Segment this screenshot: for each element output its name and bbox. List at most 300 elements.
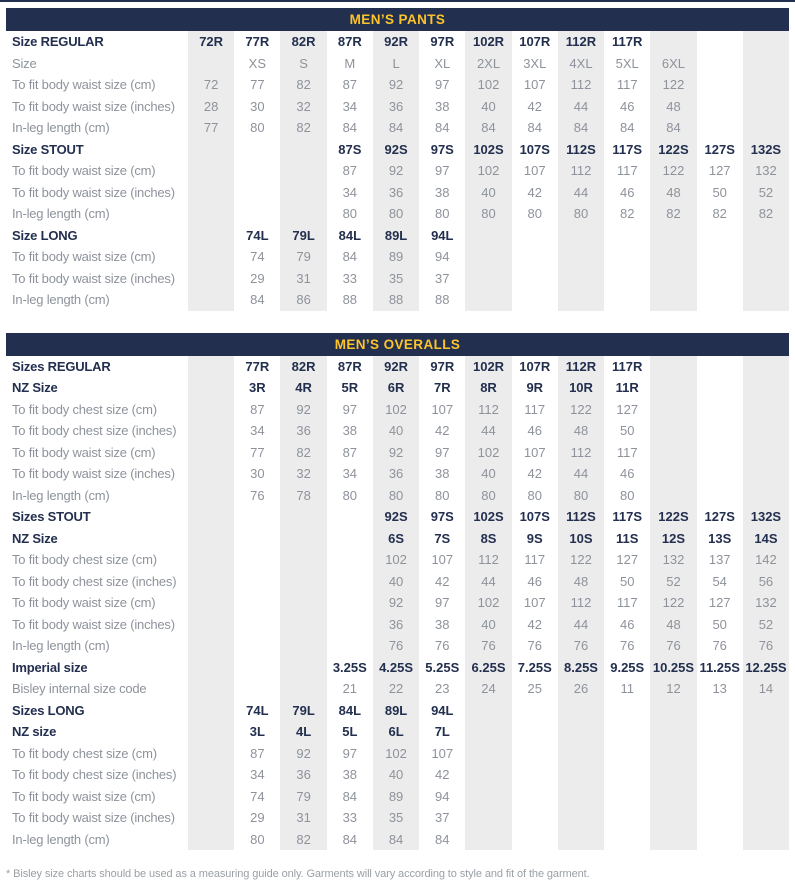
mens-pants-table-body	[6, 31, 789, 311]
table-cell	[743, 764, 789, 786]
table-row	[6, 786, 789, 808]
table-cell: 12S	[650, 528, 696, 550]
table-cell: 74	[250, 249, 265, 264]
table-cell: 36	[280, 420, 326, 442]
table-cell: 44	[465, 571, 511, 593]
table-cell: 14	[743, 678, 789, 700]
table-cell: 54	[712, 573, 727, 589]
table-cell: 12.25S	[743, 657, 789, 679]
table-cell: 82	[280, 117, 326, 139]
table-cell: 107	[431, 552, 454, 567]
table-cell: 117	[524, 401, 546, 417]
table-cell: 84	[342, 831, 358, 847]
table-cell	[512, 786, 558, 808]
table-cell: 11	[620, 681, 634, 696]
table-cell: 37	[435, 270, 450, 286]
table-cell	[234, 160, 280, 182]
table-title-mens-overalls: MEN’S OVERALLS	[6, 333, 789, 356]
table-cell: 117R	[612, 358, 643, 374]
table-cell	[697, 268, 743, 290]
table-cell: 42	[527, 616, 542, 632]
table-cell: 77	[250, 444, 265, 460]
table-cell: 88	[435, 292, 450, 307]
table-cell: 34	[342, 98, 358, 114]
table-cell: 82	[712, 206, 727, 221]
table-cell	[743, 289, 789, 311]
table-cell: 4.25S	[373, 657, 419, 679]
table-cell: 102S	[465, 139, 511, 161]
table-cell	[280, 571, 326, 593]
table-cell	[234, 203, 280, 225]
row-label: Size LONG	[12, 227, 78, 243]
table-cell: 3XL	[523, 55, 547, 71]
table-cell	[465, 721, 511, 743]
table-cell	[280, 614, 326, 636]
table-cell: 36	[373, 463, 419, 485]
table-cell	[234, 549, 280, 571]
table-cell: 76	[558, 635, 604, 657]
table-cell: 84	[250, 292, 265, 307]
table-cell	[650, 442, 696, 464]
table-cell	[650, 246, 696, 268]
table-cell: 107	[431, 401, 454, 417]
table-cell: 79	[280, 246, 326, 268]
table-cell	[512, 829, 558, 851]
table-cell: 42	[435, 423, 450, 438]
table-cell: 102R	[465, 31, 511, 53]
table-row	[6, 399, 789, 421]
row-label: In-leg length (cm)	[12, 487, 110, 503]
row-label: Size REGULAR	[12, 34, 104, 49]
table-cell: 122	[558, 399, 604, 421]
table-cell	[280, 182, 326, 204]
table-cell: 77	[188, 117, 234, 139]
table-cell	[234, 592, 280, 614]
row-label: Bisley internal size code	[12, 681, 147, 696]
table-cell	[327, 506, 373, 528]
table-cell: 29	[250, 270, 265, 286]
table-cell: 34	[342, 184, 358, 200]
table-cell	[512, 246, 558, 268]
table-cell: 76	[250, 487, 265, 503]
table-cell	[188, 160, 234, 182]
table-cell: 40	[465, 182, 511, 204]
table-cell: 132	[743, 592, 789, 614]
table-cell: 3.25S	[332, 659, 367, 675]
table-row	[6, 442, 789, 464]
table-row	[6, 289, 789, 311]
table-cell: 29	[250, 810, 265, 825]
table-cell: 97	[435, 163, 450, 178]
table-cell	[234, 571, 280, 593]
table-cell	[188, 700, 234, 722]
table-title-mens-pants: MEN’S PANTS	[6, 8, 789, 31]
table-cell: 122	[650, 74, 696, 96]
table-cell: 117	[616, 163, 638, 178]
table-cell: 89L	[373, 700, 419, 722]
row-label: Size STOUT	[12, 141, 84, 157]
table-cell	[327, 614, 373, 636]
table-cell	[280, 506, 326, 528]
table-cell	[743, 786, 789, 808]
table-cell: 42	[435, 767, 450, 782]
row-label: In-leg length (cm)	[12, 120, 110, 135]
mens-pants-size-table	[6, 8, 789, 311]
table-cell: 30	[250, 98, 265, 114]
table-cell: 48	[650, 614, 696, 636]
table-cell	[743, 356, 789, 378]
table-cell	[558, 225, 604, 247]
table-cell: 36	[373, 96, 419, 118]
table-cell	[697, 786, 743, 808]
table-cell: 77R	[245, 358, 270, 374]
table-cell	[604, 225, 650, 247]
table-cell	[234, 182, 280, 204]
table-cell: 40	[373, 764, 419, 786]
table-cell: 76	[527, 638, 542, 653]
table-cell: XL	[434, 55, 451, 71]
table-cell	[188, 678, 234, 700]
table-cell: 40	[465, 614, 511, 636]
table-cell	[280, 528, 326, 550]
table-cell: 9R	[526, 380, 544, 395]
table-cell: 112	[465, 549, 511, 571]
table-cell	[650, 807, 696, 829]
table-cell: 117	[616, 77, 638, 92]
table-cell: 80	[527, 206, 542, 221]
table-cell: 107	[523, 77, 546, 92]
row-label: To fit body waist size (cm)	[12, 163, 156, 178]
table-cell: 9.25S	[610, 659, 645, 675]
table-cell: 82	[280, 442, 326, 464]
table-cell	[188, 356, 234, 378]
table-cell: 26	[558, 678, 604, 700]
table-cell: 38	[435, 466, 450, 481]
row-label: Sizes LONG	[12, 702, 85, 718]
table-cell	[188, 614, 234, 636]
table-cell: 89L	[373, 225, 419, 247]
table-cell	[743, 246, 789, 268]
table-cell: 122	[650, 160, 696, 182]
table-cell	[650, 399, 696, 421]
table-row	[6, 528, 789, 550]
table-cell: 117R	[612, 34, 643, 49]
table-cell	[604, 246, 650, 268]
table-cell: 80	[373, 485, 419, 507]
table-cell: 107	[523, 444, 546, 460]
table-cell: 28	[188, 96, 234, 118]
table-cell: 127	[616, 401, 639, 417]
table-cell	[697, 463, 743, 485]
table-cell: 44	[558, 463, 604, 485]
table-cell	[697, 289, 743, 311]
table-cell: 88	[373, 289, 419, 311]
table-cell: 97	[435, 444, 450, 460]
table-cell	[465, 268, 511, 290]
table-cell: 87	[342, 163, 358, 178]
table-row	[6, 182, 789, 204]
table-cell: 107	[431, 745, 454, 761]
table-cell	[650, 721, 696, 743]
table-cell	[697, 31, 743, 53]
table-cell	[188, 786, 234, 808]
table-cell: 94L	[431, 227, 454, 243]
row-label: To fit body waist size (cm)	[12, 77, 156, 92]
table-cell	[697, 53, 743, 75]
row-label: To fit body waist size (inches)	[12, 270, 175, 286]
table-row	[6, 117, 789, 139]
table-cell	[558, 268, 604, 290]
table-cell	[650, 289, 696, 311]
table-row	[6, 31, 789, 53]
table-cell	[188, 139, 234, 161]
table-cell: 80	[250, 831, 265, 847]
table-cell: 33	[342, 270, 358, 286]
table-cell	[697, 807, 743, 829]
table-cell: 88	[342, 292, 358, 307]
table-cell	[280, 657, 326, 679]
table-cell	[188, 721, 234, 743]
table-cell: 80	[342, 206, 358, 221]
table-cell: 4L	[280, 721, 326, 743]
table-cell: 87	[342, 77, 358, 92]
table-cell: 92	[373, 74, 419, 96]
table-cell	[697, 743, 743, 765]
table-cell: 132S	[743, 139, 789, 161]
table-cell: 38	[435, 616, 450, 632]
table-cell: 74L	[246, 227, 269, 243]
table-cell: 46	[619, 616, 635, 632]
table-cell: 4R	[280, 377, 326, 399]
table-cell: 77	[250, 77, 265, 92]
table-cell: 97R	[430, 358, 455, 374]
table-cell	[743, 117, 789, 139]
table-cell	[188, 764, 234, 786]
table-cell: 82	[280, 74, 326, 96]
table-cell	[743, 53, 789, 75]
table-cell: 84	[342, 788, 358, 804]
table-cell: 84	[558, 117, 604, 139]
table-cell	[234, 528, 280, 550]
table-cell: 89	[373, 246, 419, 268]
table-cell	[280, 160, 326, 182]
table-cell: 6L	[373, 721, 419, 743]
table-cell	[743, 31, 789, 53]
table-cell: 97	[342, 745, 358, 761]
table-cell	[650, 743, 696, 765]
table-cell: 76	[435, 638, 450, 653]
table-cell: 38	[435, 98, 450, 114]
table-cell: 80	[435, 206, 450, 221]
table-cell: 89	[373, 786, 419, 808]
table-cell: 80	[619, 487, 635, 503]
table-cell: 107R	[519, 358, 551, 374]
table-cell: 9S	[526, 530, 543, 546]
table-cell: 122	[558, 549, 604, 571]
row-label: To fit body waist size (inches)	[12, 184, 175, 200]
table-cell	[697, 442, 743, 464]
table-row	[6, 700, 789, 722]
table-cell	[188, 246, 234, 268]
table-cell: 92S	[373, 506, 419, 528]
table-cell: 5XL	[615, 55, 639, 71]
table-cell: 84L	[338, 702, 362, 718]
table-row	[6, 53, 789, 75]
table-cell: 24	[465, 678, 511, 700]
table-cell: 25	[527, 681, 542, 696]
table-cell	[188, 549, 234, 571]
table-cell	[188, 485, 234, 507]
table-cell	[188, 592, 234, 614]
table-cell: 36	[373, 182, 419, 204]
table-cell: 94L	[431, 702, 454, 718]
table-cell	[465, 700, 511, 722]
table-cell	[697, 420, 743, 442]
table-cell	[743, 829, 789, 851]
table-cell: 87	[250, 745, 265, 761]
table-cell: 102	[465, 74, 511, 96]
table-row	[6, 203, 789, 225]
table-cell: 13S	[708, 530, 732, 546]
row-label: To fit body chest size (cm)	[12, 401, 157, 417]
table-cell: 5R	[341, 380, 359, 395]
table-cell: 42	[435, 573, 450, 589]
table-cell	[280, 139, 326, 161]
table-cell	[188, 53, 234, 75]
table-cell: 102S	[465, 506, 511, 528]
table-cell: 79	[280, 786, 326, 808]
table-cell: 50	[712, 616, 727, 632]
table-cell: 80	[250, 120, 265, 135]
table-cell	[558, 743, 604, 765]
table-cell	[188, 635, 234, 657]
table-cell: 46	[527, 423, 542, 438]
table-cell: 5L	[342, 724, 358, 739]
table-cell: S	[280, 53, 326, 75]
table-cell: XS	[248, 55, 267, 71]
table-cell: 44	[558, 96, 604, 118]
table-cell: 82	[619, 206, 635, 221]
table-cell: 35	[373, 807, 419, 829]
table-cell	[650, 485, 696, 507]
table-cell: 117	[616, 595, 638, 610]
table-cell: 97S	[430, 141, 454, 157]
table-cell	[280, 635, 326, 657]
table-cell	[188, 506, 234, 528]
table-cell	[558, 246, 604, 268]
table-cell: 34	[250, 767, 265, 782]
table-cell: 40	[465, 96, 511, 118]
table-cell: 33	[342, 810, 358, 825]
table-cell: 34	[342, 466, 358, 481]
table-cell: 52	[650, 571, 696, 593]
row-label: To fit body waist size (cm)	[12, 444, 156, 460]
table-cell	[743, 268, 789, 290]
table-cell: 107S	[519, 509, 550, 524]
table-cell	[558, 289, 604, 311]
table-cell: 92S	[373, 139, 419, 161]
table-row	[6, 571, 789, 593]
table-cell	[743, 485, 789, 507]
table-cell	[697, 829, 743, 851]
table-cell	[188, 225, 234, 247]
table-cell: 97	[435, 77, 450, 92]
row-label: NZ Size	[12, 530, 58, 546]
table-cell: 84	[373, 829, 419, 851]
table-cell: 112S	[558, 506, 604, 528]
table-cell	[697, 721, 743, 743]
table-cell: 82R	[280, 31, 326, 53]
table-cell	[512, 764, 558, 786]
table-cell	[604, 721, 650, 743]
table-row	[6, 225, 789, 247]
table-cell: 102	[373, 743, 419, 765]
table-cell: 107S	[519, 141, 550, 157]
table-cell	[650, 463, 696, 485]
table-cell: 97S	[430, 509, 454, 524]
table-cell: 84L	[338, 227, 362, 243]
table-cell: 11R	[615, 380, 639, 395]
table-cell	[327, 592, 373, 614]
table-cell	[234, 139, 280, 161]
table-cell: 92	[373, 442, 419, 464]
table-cell	[604, 700, 650, 722]
table-cell	[512, 721, 558, 743]
table-cell	[743, 420, 789, 442]
table-cell: 46	[527, 573, 542, 589]
table-row	[6, 635, 789, 657]
table-cell: 84	[465, 117, 511, 139]
table-cell: 97R	[430, 34, 455, 49]
table-cell: 6XL	[650, 53, 696, 75]
table-cell	[280, 203, 326, 225]
row-label: In-leg length (cm)	[12, 638, 110, 653]
table-row	[6, 377, 789, 399]
table-cell: 137	[708, 552, 731, 567]
table-cell	[697, 74, 743, 96]
table-cell: 102	[373, 399, 419, 421]
row-label: Sizes STOUT	[12, 509, 91, 524]
table-cell	[280, 549, 326, 571]
table-cell: 92	[280, 399, 326, 421]
table-cell	[650, 31, 696, 53]
table-cell	[697, 700, 743, 722]
table-cell: 44	[465, 420, 511, 442]
table-cell: 117	[616, 444, 638, 460]
table-cell: 38	[342, 423, 358, 438]
table-cell: 80	[465, 203, 511, 225]
row-label: To fit body chest size (cm)	[12, 552, 157, 567]
table-cell: 38	[342, 767, 358, 782]
table-cell: 80	[373, 203, 419, 225]
table-cell: 112	[465, 399, 511, 421]
table-cell	[743, 399, 789, 421]
table-cell: 107	[523, 163, 546, 178]
table-cell	[188, 463, 234, 485]
table-cell	[327, 571, 373, 593]
table-cell	[234, 614, 280, 636]
table-cell: 76	[712, 638, 727, 653]
table-cell: 76	[373, 635, 419, 657]
table-cell: 80	[342, 487, 358, 503]
table-cell: 5.25S	[425, 659, 460, 675]
table-cell	[465, 764, 511, 786]
table-cell	[465, 807, 511, 829]
table-cell: 117	[524, 552, 546, 567]
table-cell: 82R	[280, 356, 326, 378]
table-cell: 48	[650, 182, 696, 204]
table-cell	[743, 721, 789, 743]
